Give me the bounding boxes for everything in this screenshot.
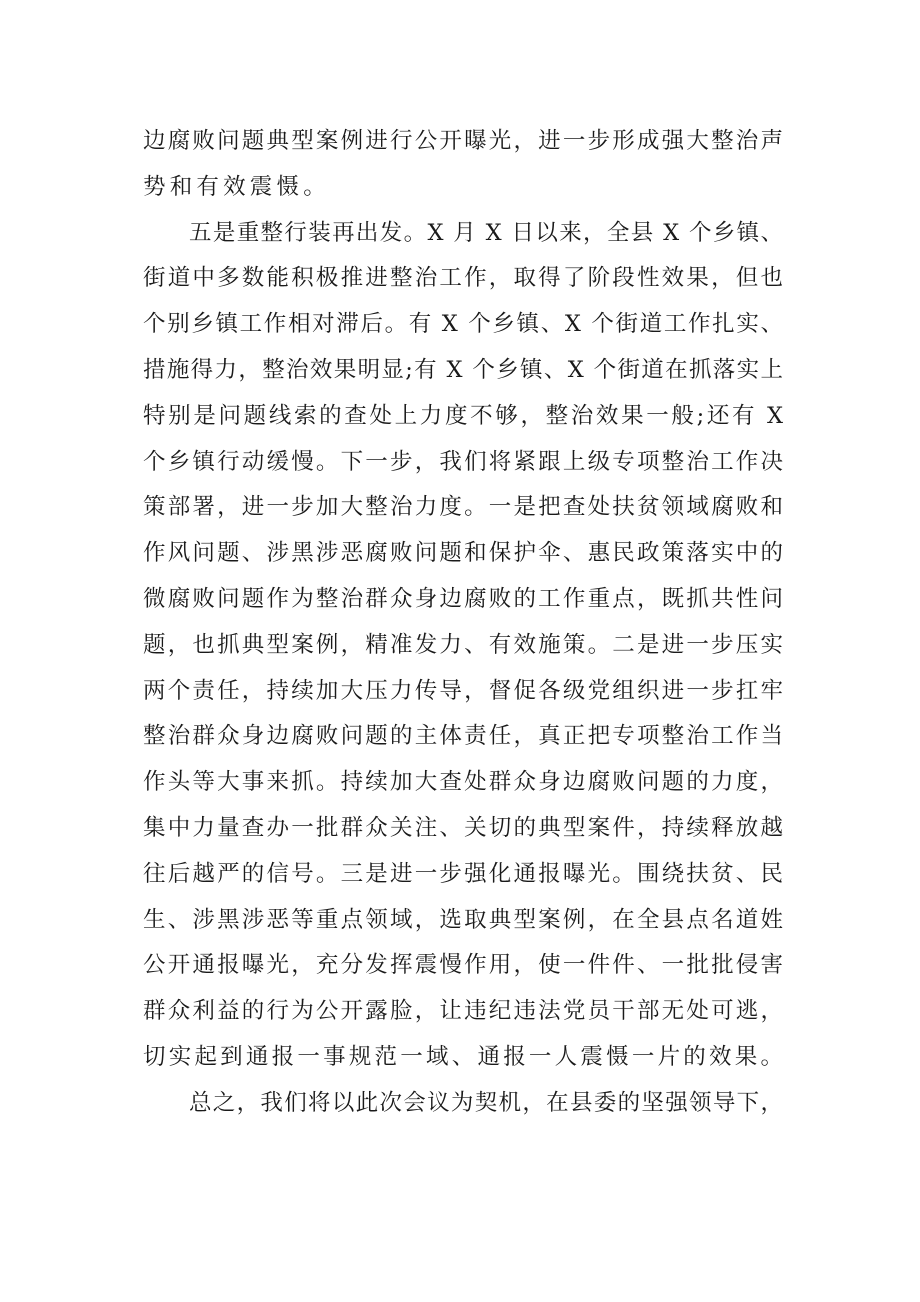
text-line: 个乡镇行动缓慢。下一步，我们将紧跟上级专项整治工作决 bbox=[143, 448, 786, 475]
text-line: 作头等大事来抓。持续加大查处群众身边腐败问题的力度， bbox=[143, 769, 786, 796]
text-line: 五是重整行装再出发。X 月 X 日以来，全县 X 个乡镇、 bbox=[189, 219, 785, 246]
text-line: 公开通报曝光，充分发挥震慢作用，使一件件、一批批侵害 bbox=[143, 952, 786, 979]
text-line: 整治群众身边腐败问题的主体责任，真正把专项整治工作当 bbox=[143, 723, 786, 750]
text-line: 特别是问题线索的查处上力度不够，整治效果一般;还有 X bbox=[143, 402, 786, 429]
paragraph-1 bbox=[143, 119, 786, 211]
text-line: 策部署，进一步加大整治力度。一是把查处扶贫领域腐败和 bbox=[143, 494, 786, 521]
text-line: 势和有效震慑。 bbox=[143, 173, 330, 200]
text-line: 作风问题、涉黑涉恶腐败问题和保护伞、惠民政策落实中的 bbox=[143, 540, 786, 567]
text-line: 边腐败问题典型案例进行公开曝光，进一步形成强大整治声 bbox=[143, 128, 786, 154]
paragraph-2 bbox=[143, 211, 787, 1081]
text-line: 集中力量查办一批群众关注、关切的典型案件，持续释放越 bbox=[143, 814, 786, 841]
text-line: 街道中多数能积极推进整治工作，取得了阶段性效果，但也 bbox=[143, 265, 786, 292]
text-line: 往后越严的信号。三是进一步强化通报曝光。围绕扶贫、民 bbox=[143, 860, 786, 887]
document-body bbox=[143, 119, 787, 1127]
text-line: 微腐败问题作为整治群众身边腐败的工作重点，既抓共性问 bbox=[143, 585, 786, 612]
text-line: 措施得力，整治效果明显;有 X 个乡镇、X 个街道在抓落实上 bbox=[143, 356, 785, 383]
text-line: 个别乡镇工作相对滞后。有 X 个乡镇、X 个街道工作扎实、 bbox=[143, 311, 785, 338]
text-line: 群众利益的行为公开露脸，让违纪违法党员干部无处可逃， bbox=[143, 998, 786, 1025]
paragraph-3 bbox=[143, 1081, 783, 1127]
text-line: 切实起到通报一事规范一域、通报一人震慑一片的效果。 bbox=[143, 1043, 787, 1070]
text-line: 总之，我们将以此次会议为契机，在县委的坚强领导下， bbox=[189, 1089, 785, 1116]
text-line: 题，也抓典型案例，精准发力、有效施策。二是进一步压实 bbox=[143, 631, 786, 658]
text-line: 生、涉黑涉恶等重点领域，选取典型案例，在全县点名道姓 bbox=[143, 906, 786, 933]
text-line: 两个责任，持续加大压力传导，督促各级党组织进一步扛牢 bbox=[143, 677, 786, 704]
